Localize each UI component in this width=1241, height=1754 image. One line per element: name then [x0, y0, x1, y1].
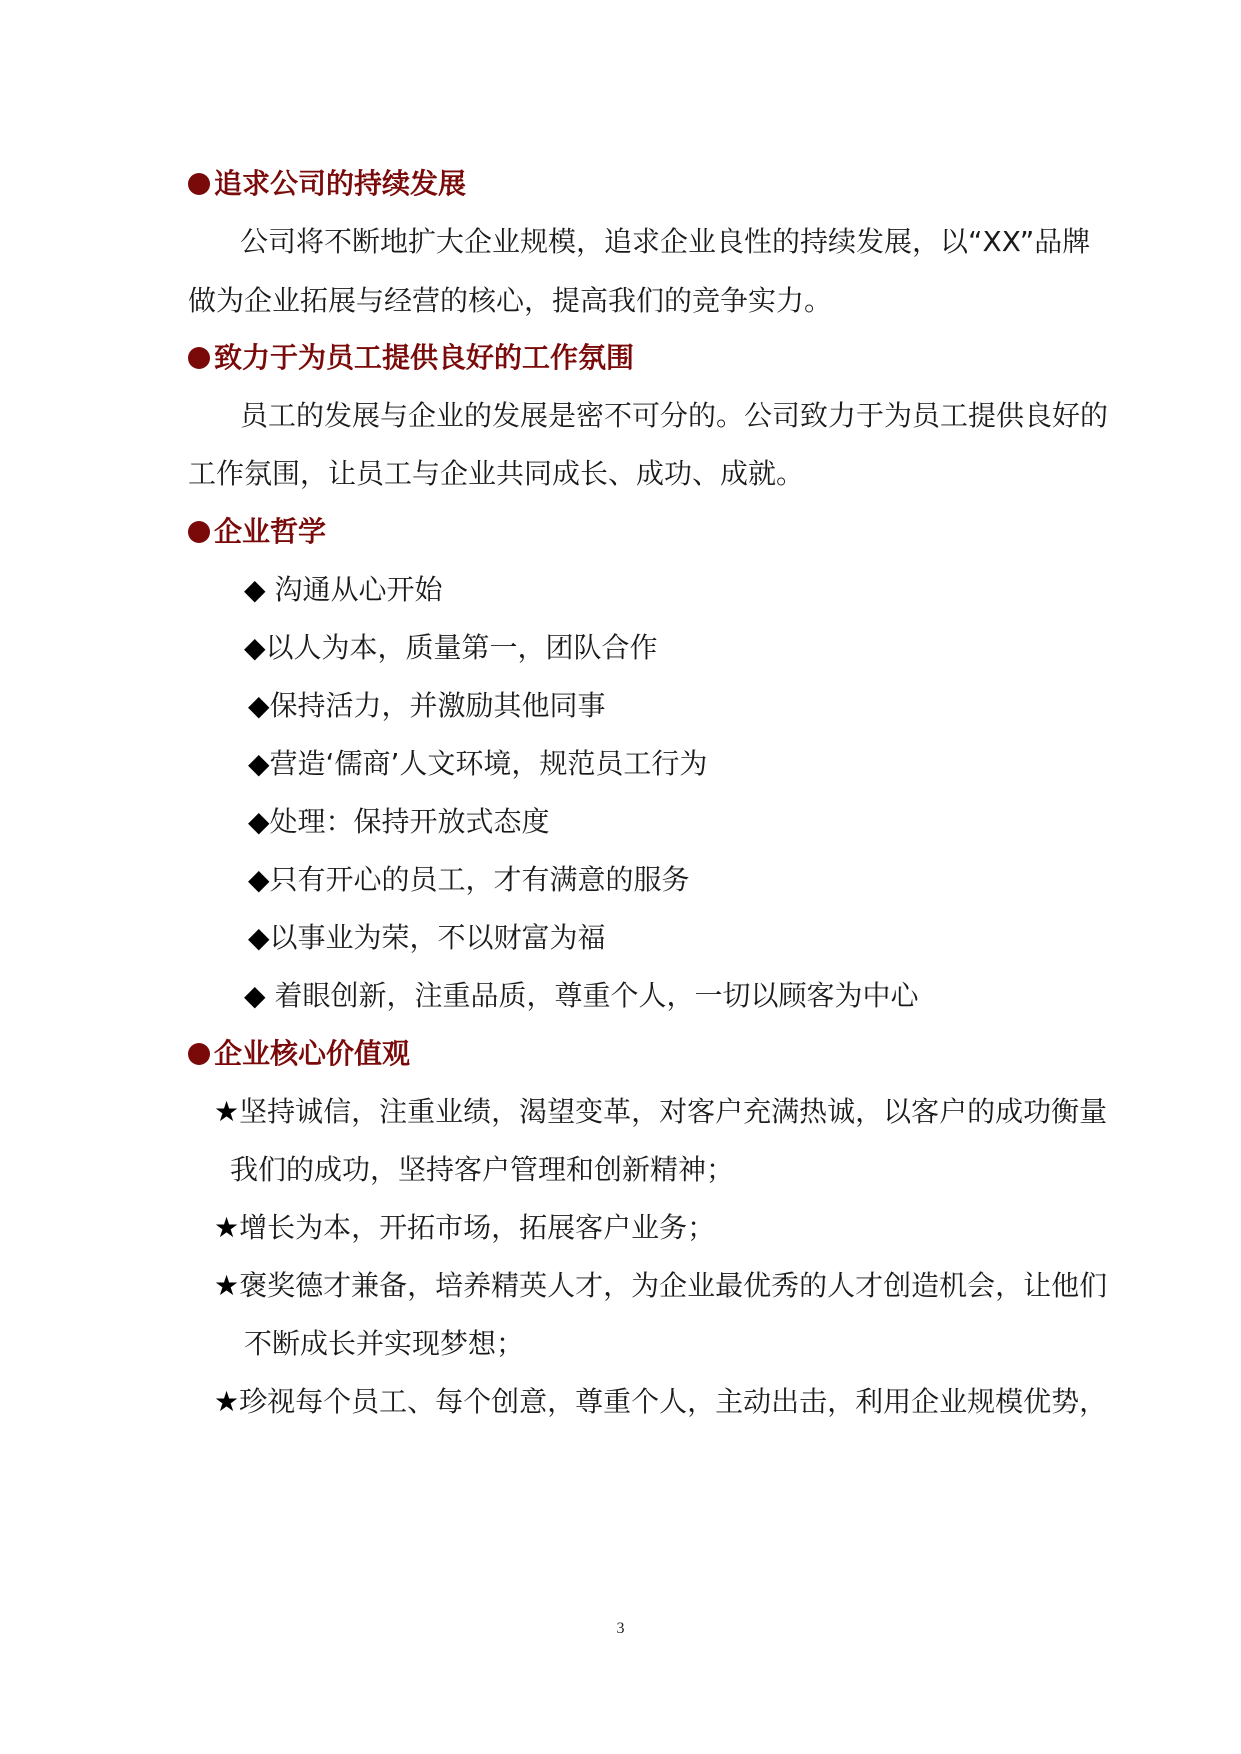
bullet-dot-icon [188, 1043, 210, 1065]
star-icon: ★ [214, 1211, 240, 1244]
bullet-dot-icon [188, 347, 210, 369]
list-item-text: 着眼创新，注重品质，尊重个人，一切以顾客为中心 [265, 979, 919, 1012]
bullet-dot-icon [188, 173, 210, 195]
diamond-icon: ◆ [248, 921, 270, 954]
heading-text: 企业哲学 [214, 515, 327, 548]
star-icon: ★ [214, 1269, 240, 1302]
list-item-continuation: 我们的成功，坚持客户管理和创新精神； [230, 1153, 735, 1186]
list-item [248, 920, 606, 956]
diamond-icon: ◆ [248, 689, 270, 722]
list-item-text: 坚持诚信，注重业绩，渴望变革，对客户充满热诚，以客户的成功衡量 [239, 1095, 1108, 1128]
list-item [248, 688, 606, 724]
diamond-icon: ◆ [244, 979, 266, 1012]
list-item [244, 978, 918, 1014]
list-item [214, 1384, 1107, 1420]
list-item-text: 珍视每个员工、每个创意，尊重个人，主动出击，利用企业规模优势， [239, 1385, 1108, 1418]
list-item [214, 1094, 1107, 1130]
list-item-text: 以事业为荣，不以财富为福 [269, 921, 606, 954]
list-item [244, 630, 658, 666]
list-item-text: 以人为本，质量第一，团队合作 [265, 631, 658, 664]
section-heading-philosophy [188, 514, 326, 550]
diamond-icon: ◆ [248, 863, 270, 896]
list-item-text: 沟通从心开始 [265, 573, 443, 606]
list-item [248, 746, 707, 782]
list-item-text: 只有开心的员工，才有满意的服务 [269, 863, 690, 896]
list-item [214, 1268, 1107, 1304]
page-number: 3 [616, 1620, 625, 1637]
list-item [214, 1210, 715, 1246]
list-item-text: 营造‘儒商’人文环境，规范员工行为 [269, 747, 708, 780]
bullet-dot-icon [188, 521, 210, 543]
list-item-text: 保持活力，并激励其他同事 [269, 689, 606, 722]
section-heading-core-values [188, 1036, 410, 1072]
paragraph-line: 公司将不断地扩大企业规模，追求企业良性的持续发展，以“XX”品牌 [240, 225, 1091, 258]
diamond-icon: ◆ [244, 631, 266, 664]
list-item-continuation: 不断成长并实现梦想； [244, 1327, 525, 1360]
heading-text: 企业核心价值观 [214, 1037, 411, 1070]
paragraph-line: 做为企业拓展与经营的核心，提高我们的竞争实力。 [188, 284, 833, 317]
list-item-text: 褒奖德才兼备，培养精英人才，为企业最优秀的人才创造机会，让他们 [239, 1269, 1108, 1302]
diamond-icon: ◆ [248, 747, 270, 780]
section-heading-work-atmosphere [188, 340, 634, 376]
list-item [248, 804, 550, 840]
list-item-text: 增长为本，开拓市场，拓展客户业务； [239, 1211, 716, 1244]
heading-text: 致力于为员工提供良好的工作氛围 [214, 341, 635, 374]
star-icon: ★ [214, 1385, 240, 1418]
list-item-text: 处理：保持开放式态度 [269, 805, 550, 838]
heading-text: 追求公司的持续发展 [214, 167, 467, 200]
paragraph-line: 员工的发展与企业的发展是密不可分的。公司致力于为员工提供良好的 [240, 399, 1109, 432]
diamond-icon: ◆ [248, 805, 270, 838]
section-heading-sustainable-development [188, 166, 466, 202]
paragraph-line: 工作氛围，让员工与企业共同成长、成功、成就。 [188, 457, 805, 490]
diamond-icon: ◆ [244, 573, 266, 606]
star-icon: ★ [214, 1095, 240, 1128]
list-item [248, 862, 690, 898]
list-item [244, 572, 442, 608]
